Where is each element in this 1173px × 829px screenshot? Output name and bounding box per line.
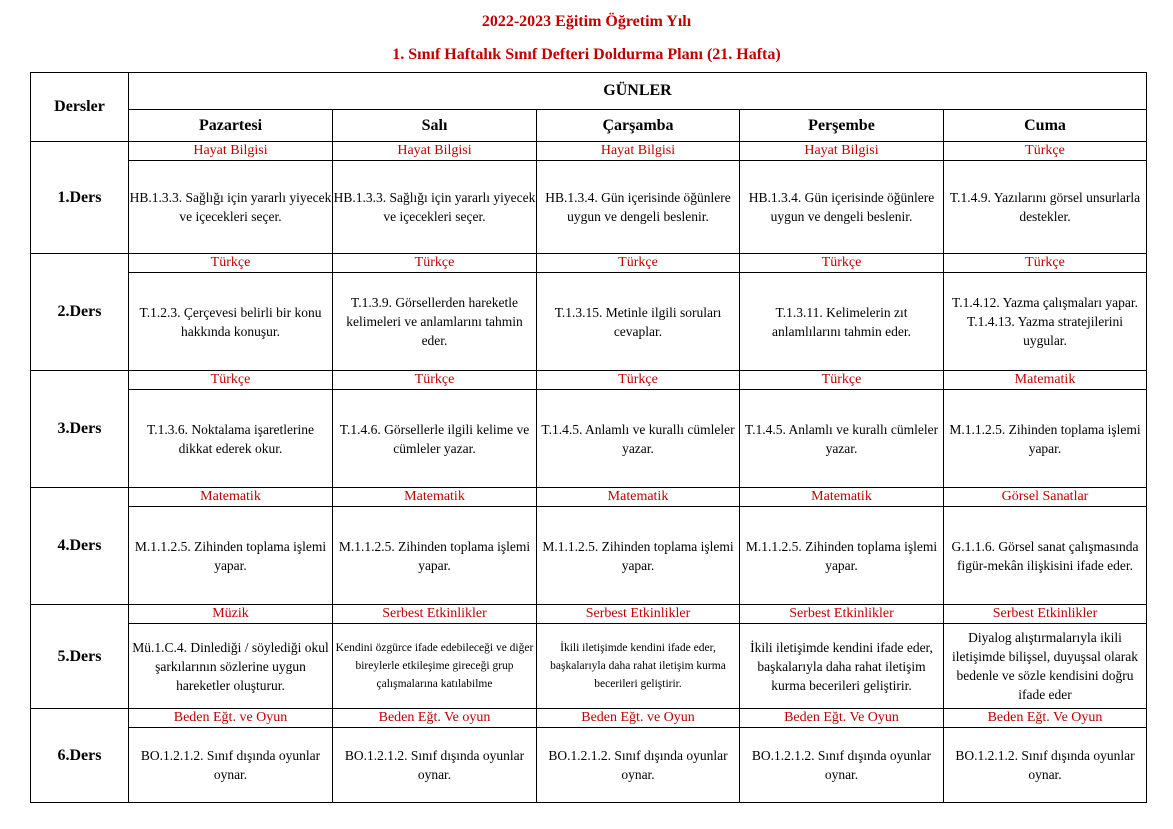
objective-text: HB.1.3.4. Gün içerisinde öğünlere uygun ve dengeli beslenir. <box>545 190 731 224</box>
subject-label: Matematik <box>537 488 740 507</box>
lesson-content-row <box>31 728 1147 803</box>
objective-cell <box>537 390 740 488</box>
subject-label: Serbest Etkinlikler <box>944 605 1147 624</box>
subject-label: Matematik <box>333 488 537 507</box>
subject-label: Beden Eğt. Ve oyun <box>333 709 537 728</box>
objective-cell <box>537 507 740 605</box>
subject-label: Serbest Etkinlikler <box>537 605 740 624</box>
subject-label: Türkçe <box>944 142 1147 161</box>
weekly-plan-table <box>30 72 1147 803</box>
lesson-label: 5.Ders <box>31 605 129 709</box>
subject-label: Hayat Bilgisi <box>333 142 537 161</box>
objective-cell <box>944 390 1147 488</box>
subject-label: Matematik <box>944 371 1147 390</box>
objective-text: Diyalog alıştırmalarıyla ikili iletişimde bilişsel, duyuşsal olarak bedenle ve sözle kendisini doğru ifade eder <box>952 630 1138 702</box>
subject-label: Beden Eğt. ve Oyun <box>129 709 333 728</box>
subject-label: Matematik <box>129 488 333 507</box>
objective-text: HB.1.3.4. Gün içerisinde öğünlere uygun ve dengeli beslenir. <box>748 190 935 224</box>
objective-text: T.1.3.6. Noktalama işaretlerine dikkat ederek okur. <box>147 421 314 456</box>
objective-cell <box>944 728 1147 803</box>
lesson-label: 1.Ders <box>31 142 129 254</box>
objective-cell <box>537 624 740 709</box>
objective-text: T.1.3.15. Metinle ilgili soruları cevaplar. <box>554 304 722 339</box>
objective-text: T.1.4.9. Yazılarını görsel unsurlarla destekler. <box>949 190 1141 224</box>
days-group-header: GÜNLER <box>129 73 1147 110</box>
subject-label: Hayat Bilgisi <box>129 142 333 161</box>
day-header-persembe: Perşembe <box>740 110 944 142</box>
objective-cell <box>944 507 1147 605</box>
objective-cell <box>740 728 944 803</box>
objective-text: İkili iletişimde kendini ifade eder, başkalarıyla daha rahat iletişim kurma becerileri geliştirir. <box>550 642 726 690</box>
objective-cell <box>944 273 1147 371</box>
lesson-label: 3.Ders <box>31 371 129 488</box>
document-year: 2022-2023 Eğitim Öğretim Yılı <box>481 13 692 30</box>
objective-cell <box>333 507 537 605</box>
lesson-subject-row <box>31 371 1147 390</box>
subject-label: Serbest Etkinlikler <box>333 605 537 624</box>
objective-cell <box>333 390 537 488</box>
objective-text: M.1.1.2.5. Zihinden toplama işlemi yapar. <box>338 538 531 573</box>
objective-text: HB.1.3.3. Sağlığı için yararlı yiyecek ve içecekleri seçer. <box>129 190 332 224</box>
objective-cell <box>129 390 333 488</box>
objective-text: G.1.1.6. Görsel sanat çalışmasında figür-mekân ilişkisini ifade eder. <box>951 538 1139 573</box>
objective-cell <box>537 273 740 371</box>
objective-cell <box>129 728 333 803</box>
subject-label: Türkçe <box>333 371 537 390</box>
day-header-carsamba: Çarşamba <box>537 110 740 142</box>
objective-text: Mü.1.C.4. Dinlediği / söylediği okul şarkılarının sözlerine uygun hareketler oluşturur. <box>132 639 329 693</box>
objective-text: M.1.1.2.5. Zihinden toplama işlemi yapar. <box>745 538 938 573</box>
objective-text: Kendini özgürce ifade edebileceği ve diğer bireylerle etkileşime gireceği grup çalışmalarına katılabilme <box>335 642 534 690</box>
objective-cell <box>740 390 944 488</box>
lesson-subject-row <box>31 488 1147 507</box>
objective-cell <box>537 728 740 803</box>
objective-cell <box>333 728 537 803</box>
objective-cell <box>740 624 944 709</box>
objective-text: BO.1.2.1.2. Sınıf dışında oyunlar oynar. <box>955 748 1135 782</box>
objective-text: M.1.1.2.5. Zihinden toplama işlemi yapar. <box>542 538 734 573</box>
subject-label: Hayat Bilgisi <box>537 142 740 161</box>
subject-label: Beden Eğt. ve Oyun <box>537 709 740 728</box>
objective-text: BO.1.2.1.2. Sınıf dışında oyunlar oynar. <box>344 748 525 782</box>
subject-label: Türkçe <box>740 371 944 390</box>
objective-cell <box>740 507 944 605</box>
objective-cell <box>740 161 944 254</box>
objective-text: T.1.4.13. Yazma stratejilerini uygular. <box>966 314 1124 348</box>
objective-cell <box>333 161 537 254</box>
subject-label: Serbest Etkinlikler <box>740 605 944 624</box>
subject-label: Matematik <box>740 488 944 507</box>
subject-label: Türkçe <box>740 254 944 273</box>
subject-label: Türkçe <box>333 254 537 273</box>
objective-text: BO.1.2.1.2. Sınıf dışında oyunlar oynar. <box>751 748 932 782</box>
objective-cell <box>333 624 537 709</box>
subject-label: Beden Eğt. Ve Oyun <box>944 709 1147 728</box>
lesson-content-row <box>31 507 1147 605</box>
subject-label: Türkçe <box>129 254 333 273</box>
objective-cell <box>333 273 537 371</box>
subject-label: Hayat Bilgisi <box>740 142 944 161</box>
objective-cell <box>944 624 1147 709</box>
lesson-label: 4.Ders <box>31 488 129 605</box>
objective-text: T.1.4.5. Anlamlı ve kurallı cümleler yazar. <box>744 421 939 456</box>
subject-label: Türkçe <box>944 254 1147 273</box>
objective-cell <box>129 624 333 709</box>
subject-label: Müzik <box>129 605 333 624</box>
day-header-cuma: Cuma <box>944 110 1147 142</box>
lesson-content-row <box>31 624 1147 709</box>
lesson-subject-row <box>31 254 1147 273</box>
lesson-subject-row <box>31 709 1147 728</box>
objective-cell <box>740 273 944 371</box>
objective-cell <box>129 273 333 371</box>
subject-label: Görsel Sanatlar <box>944 488 1147 507</box>
lesson-label: 2.Ders <box>31 254 129 371</box>
day-header-pazartesi: Pazartesi <box>129 110 333 142</box>
subject-label: Beden Eğt. Ve Oyun <box>740 709 944 728</box>
objective-cell <box>944 161 1147 254</box>
lesson-content-row <box>31 273 1147 371</box>
objective-text: M.1.1.2.5. Zihinden toplama işlemi yapar. <box>134 538 327 573</box>
objective-text: BO.1.2.1.2. Sınıf dışında oyunlar oynar. <box>548 748 728 782</box>
objective-text: İkili iletişimde kendini ifade eder, başkalarıyla daha rahat iletişim kurma becerileri geliştirir. <box>750 639 933 693</box>
objective-cell <box>129 161 333 254</box>
plan-title: 1. Sınıf Haftalık Sınıf Defteri Doldurma Planı (21. Hafta) <box>392 46 781 63</box>
lesson-content-row <box>31 390 1147 488</box>
objective-text: T.1.3.11. Kelimelerin zıt anlamlılarını tahmin eder. <box>771 304 912 339</box>
corner-label-dersler: Dersler <box>31 73 129 142</box>
lesson-content-row <box>31 161 1147 254</box>
objective-cell <box>537 161 740 254</box>
objective-text: BO.1.2.1.2. Sınıf dışında oyunlar oynar. <box>140 748 321 782</box>
objective-text: T.1.3.9. Görsellerden hareketle kelimeleri ve anlamlarını tahmin eder. <box>346 295 523 348</box>
objective-text: T.1.4.12. Yazma çalışmaları yapar. <box>951 295 1139 310</box>
subject-label: Türkçe <box>129 371 333 390</box>
lesson-subject-row <box>31 142 1147 161</box>
objective-text: T.1.4.6. Görsellerle ilgili kelime ve cümleler yazar. <box>339 421 530 456</box>
objective-text: T.1.2.3. Çerçevesi belirli bir konu hakkında konuşur. <box>139 304 322 339</box>
subject-label: Türkçe <box>537 371 740 390</box>
objective-text: T.1.4.5. Anlamlı ve kurallı cümleler yazar. <box>541 421 735 456</box>
subject-label: Türkçe <box>537 254 740 273</box>
lesson-label: 6.Ders <box>31 709 129 803</box>
lesson-subject-row <box>31 605 1147 624</box>
objective-cell <box>129 507 333 605</box>
objective-text: HB.1.3.3. Sağlığı için yararlı yiyecek ve içecekleri seçer. <box>333 190 536 224</box>
day-header-sali: Salı <box>333 110 537 142</box>
objective-text: M.1.1.2.5. Zihinden toplama işlemi yapar. <box>949 421 1141 456</box>
